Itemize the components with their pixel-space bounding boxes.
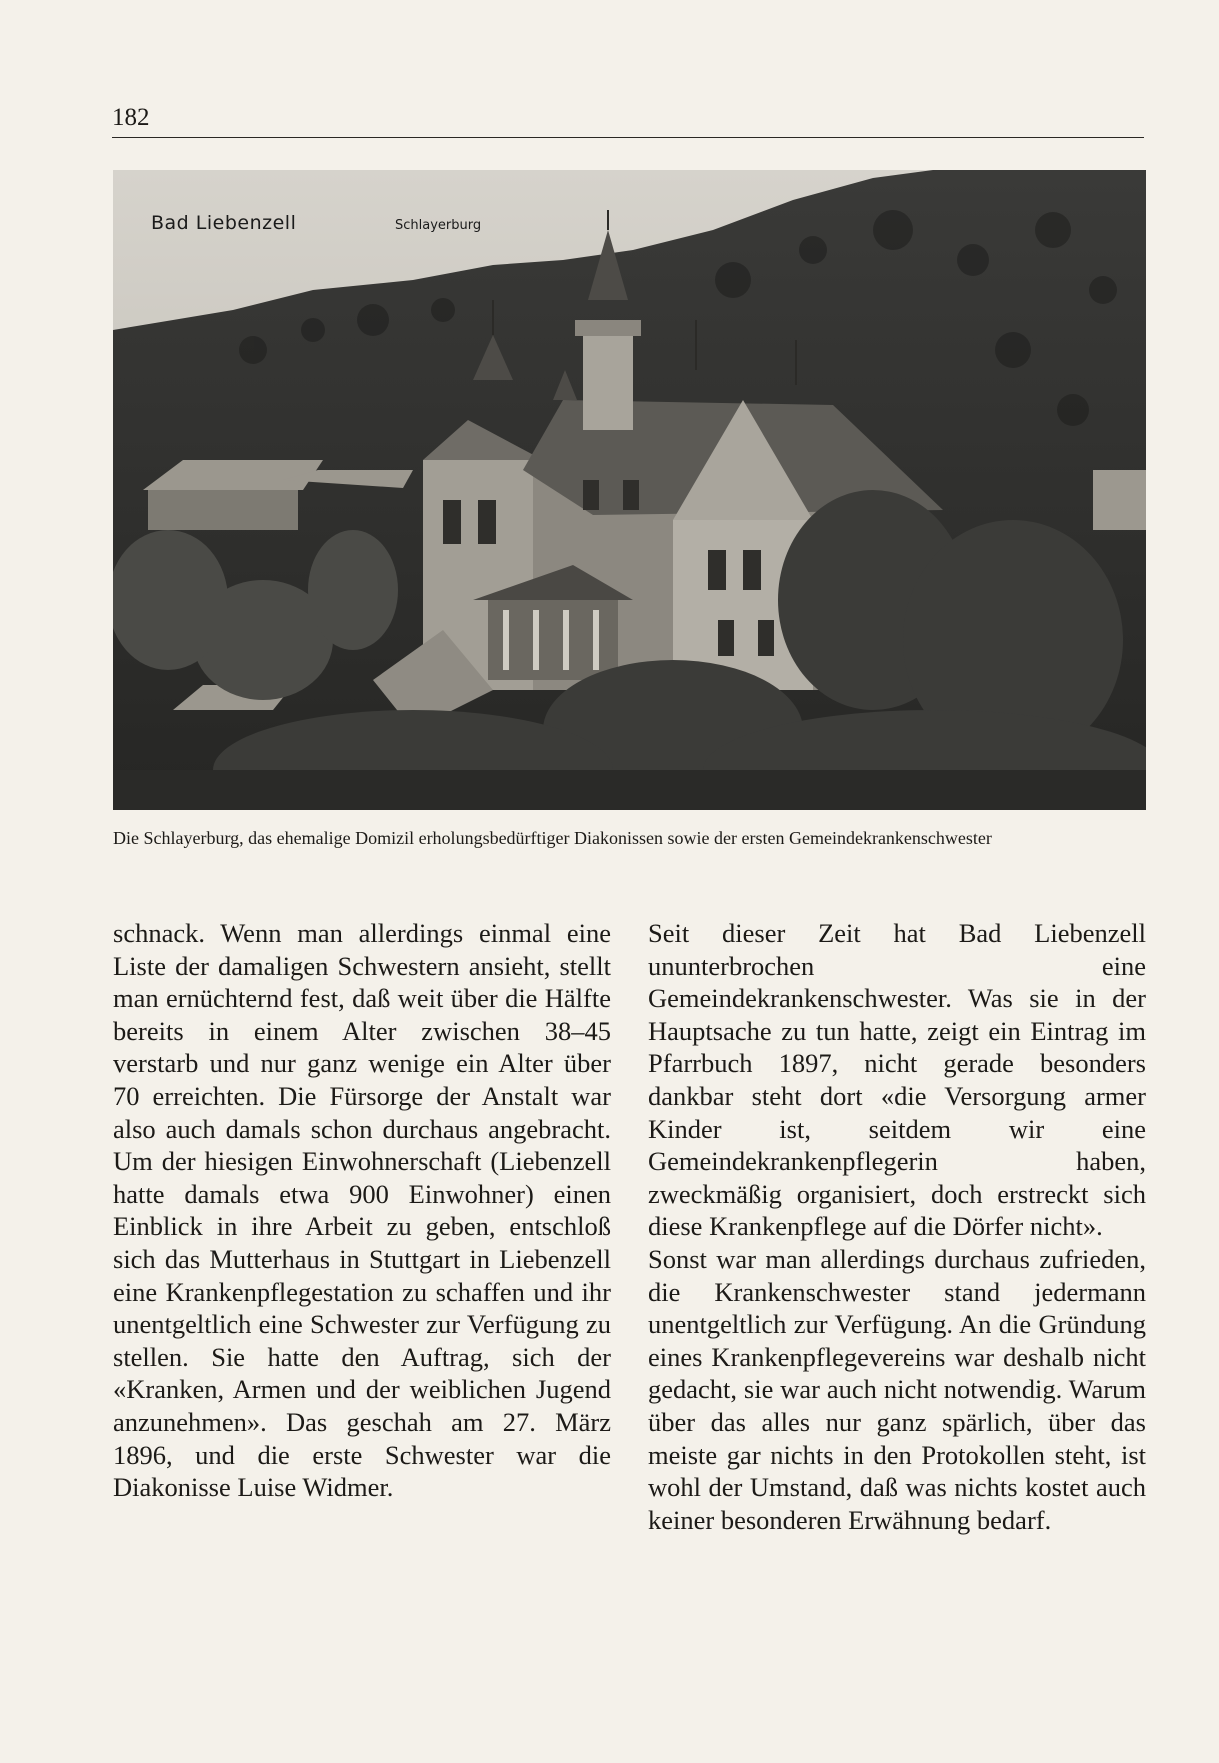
page-number: 182 (112, 104, 150, 131)
figure-caption: Die Schlayerburg, das ehemalige Domizil erholungsbedürftiger Diakonissen sowie der ersten Gemeindekrankenschwester (113, 828, 992, 848)
header-rule (112, 137, 1144, 138)
photo-label-building: Schlayerburg (395, 218, 482, 233)
photo-label-place: Bad Liebenzell (151, 212, 297, 234)
photo-illustration (113, 170, 1146, 810)
text-column-right (648, 917, 1146, 1536)
paragraph: Sonst war man allerdings durchaus zufrieden, die Krankenschwester stand jedermann unentgeltlich zur Verfügung. An die Gründung eines Krankenpflegevereins war deshalb nicht gedacht, sie war auch nicht notwendig. Warum über das alles nur ganz spärlich, über das meiste gar nichts in den Protokollen steht, ist wohl der Umstand, daß was nichts kostet auch keiner besonderen Erwähnung bedarf. (648, 1243, 1146, 1535)
text-column-left (113, 917, 611, 1504)
paragraph: Seit dieser Zeit hat Bad Liebenzell ununterbrochen eine Gemeindekrankenschwester. Was sie in der Hauptsache zu tun hatte, zeigt ein Eintrag im Pfarrbuch 1897, nicht gerade besonders dankbar steht dort «die Versorgung armer Kinder ist, seitdem wir eine Gemeindekrankenpflegerin haben, zweckmäßig organisiert, doch erstreckt sich diese Krankenpflege auf die Dörfer nicht». (648, 918, 1146, 1242)
paragraph: schnack. Wenn man allerdings einmal eine Liste der damaligen Schwestern ansieht, stellt man ernüchternd fest, daß weit über die Hälfte bereits in einem Alter zwischen 38–45 verstarb und nur ganz wenige ein Alter über 70 erreichten. Die Fürsorge der Anstalt war also auch damals schon durchaus angebracht. Um der hiesigen Einwohnerschaft (Liebenzell hatte damals etwa 900 Einwohner) einen Einblick in ihre Arbeit zu geben, entschloß sich das Mutterhaus in Stuttgart in Liebenzell eine Krankenpflegestation zu schaffen und ihr unentgeltlich eine Schwester zur Verfügung zu stellen. Sie hatte den Auftrag, sich der «Kranken, Armen und der weiblichen Jugend anzunehmen». Das geschah am 27. März 1896, und die erste Schwester war die Diakonisse Luise Widmer. (113, 918, 611, 1503)
historic-photo-schlayerburg (113, 170, 1146, 810)
